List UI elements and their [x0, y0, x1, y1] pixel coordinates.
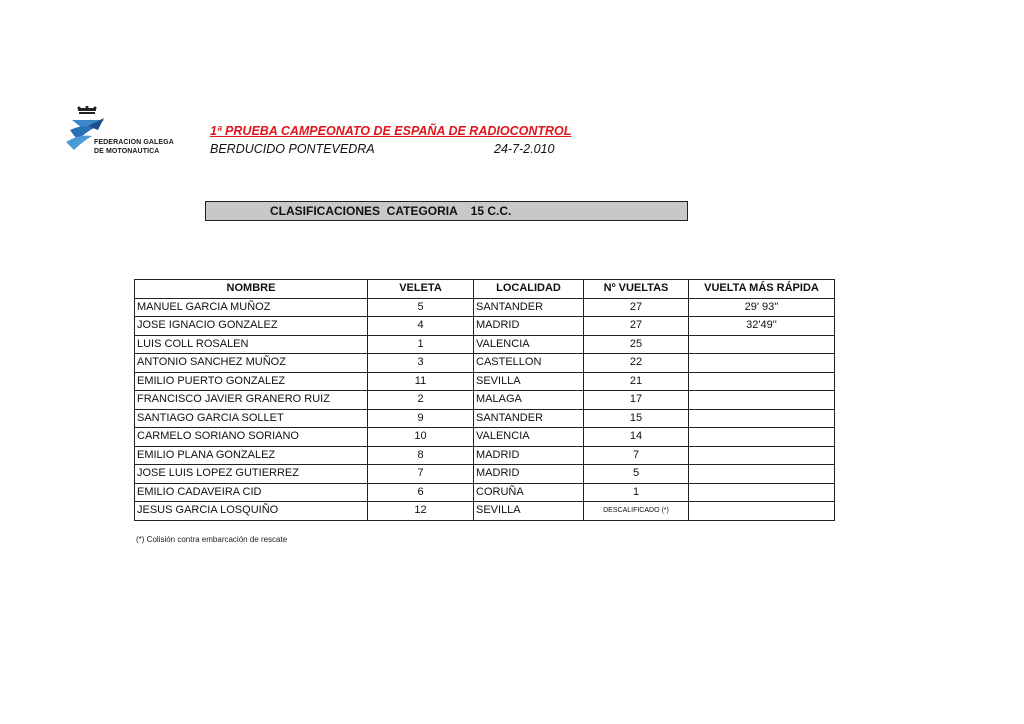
- event-place: BERDUCIDO PONTEVEDRA: [210, 142, 375, 156]
- cell-vuelta-rapida: [689, 372, 835, 391]
- table-row: [135, 465, 835, 484]
- cell-nombre: LUIS COLL ROSALEN: [135, 335, 368, 354]
- cell-vueltas: 21: [584, 372, 689, 391]
- cell-vueltas: DESCALIFICADO (*): [584, 502, 689, 521]
- cell-localidad: MALAGA: [474, 391, 584, 410]
- cell-nombre: EMILIO PLANA GONZALEZ: [135, 446, 368, 465]
- cell-nombre: JOSE LUIS LOPEZ GUTIERREZ: [135, 465, 368, 484]
- cell-localidad: SEVILLA: [474, 372, 584, 391]
- cell-veleta: 6: [368, 483, 474, 502]
- category-banner: [205, 201, 688, 221]
- cell-localidad: MADRID: [474, 465, 584, 484]
- cell-veleta: 9: [368, 409, 474, 428]
- cell-vuelta-rapida: [689, 502, 835, 521]
- cell-nombre: MANUEL GARCIA MUÑOZ: [135, 298, 368, 317]
- cell-veleta: 7: [368, 465, 474, 484]
- cell-localidad: CASTELLON: [474, 354, 584, 373]
- cell-localidad: MADRID: [474, 446, 584, 465]
- header-vuelta-rapida: VUELTA MÁS RÁPIDA: [689, 280, 835, 299]
- header-vueltas: Nº VUELTAS: [584, 280, 689, 299]
- cell-localidad: SANTANDER: [474, 298, 584, 317]
- table-row: [135, 446, 835, 465]
- cell-vueltas: 22: [584, 354, 689, 373]
- cell-localidad: CORUÑA: [474, 483, 584, 502]
- header-localidad: LOCALIDAD: [474, 280, 584, 299]
- cell-localidad: MADRID: [474, 317, 584, 336]
- page-title: 1ª PRUEBA CAMPEONATO DE ESPAÑA DE RADIOCONTROL: [210, 124, 572, 138]
- table-header-row: [135, 280, 835, 299]
- table-row: [135, 409, 835, 428]
- cell-nombre: SANTIAGO GARCIA SOLLET: [135, 409, 368, 428]
- cell-nombre: FRANCISCO JAVIER GRANERO RUIZ: [135, 391, 368, 410]
- cell-veleta: 10: [368, 428, 474, 447]
- cell-veleta: 5: [368, 298, 474, 317]
- cell-vuelta-rapida: [689, 409, 835, 428]
- logo-line-1: FEDERACION GALEGA: [94, 139, 174, 146]
- cell-nombre: JESUS GARCIA LOSQUIÑO: [135, 502, 368, 521]
- cell-localidad: SANTANDER: [474, 409, 584, 428]
- cell-vuelta-rapida: [689, 465, 835, 484]
- event-date: 24-7-2.010: [494, 142, 555, 156]
- cell-veleta: 2: [368, 391, 474, 410]
- logo-line-2: DE MOTONAUTICA: [94, 148, 160, 155]
- table-row: [135, 483, 835, 502]
- table-row: [135, 317, 835, 336]
- cell-vueltas: 25: [584, 335, 689, 354]
- cell-veleta: 1: [368, 335, 474, 354]
- cell-vueltas: 27: [584, 298, 689, 317]
- cell-vuelta-rapida: 29' 93'': [689, 298, 835, 317]
- cell-localidad: SEVILLA: [474, 502, 584, 521]
- federation-logo: [64, 106, 188, 164]
- cell-localidad: VALENCIA: [474, 428, 584, 447]
- footnote: (*) Colisión contra embarcación de rescate: [136, 535, 288, 544]
- cell-nombre: CARMELO SORIANO SORIANO: [135, 428, 368, 447]
- cell-nombre: EMILIO CADAVEIRA CID: [135, 483, 368, 502]
- cell-veleta: 3: [368, 354, 474, 373]
- cell-veleta: 8: [368, 446, 474, 465]
- cell-vuelta-rapida: [689, 354, 835, 373]
- table-row: [135, 372, 835, 391]
- table-row: [135, 428, 835, 447]
- cell-vueltas: 15: [584, 409, 689, 428]
- cell-vueltas: 14: [584, 428, 689, 447]
- cell-vueltas: 5: [584, 465, 689, 484]
- header-nombre: NOMBRE: [135, 280, 368, 299]
- table-row: [135, 335, 835, 354]
- cell-nombre: JOSE IGNACIO GONZALEZ: [135, 317, 368, 336]
- results-table: [134, 279, 835, 521]
- cell-vueltas: 1: [584, 483, 689, 502]
- cell-vuelta-rapida: [689, 335, 835, 354]
- table-row: [135, 502, 835, 521]
- cell-veleta: 12: [368, 502, 474, 521]
- cell-vuelta-rapida: [689, 391, 835, 410]
- cell-veleta: 11: [368, 372, 474, 391]
- cell-vueltas: 27: [584, 317, 689, 336]
- cell-vueltas: 7: [584, 446, 689, 465]
- cell-nombre: ANTONIO SANCHEZ MUÑOZ: [135, 354, 368, 373]
- cell-veleta: 4: [368, 317, 474, 336]
- cell-vuelta-rapida: [689, 428, 835, 447]
- cell-vuelta-rapida: [689, 483, 835, 502]
- cell-nombre: EMILIO PUERTO GONZALEZ: [135, 372, 368, 391]
- table-row: [135, 354, 835, 373]
- category-label: CLASIFICACIONES CATEGORIA 15 C.C.: [270, 204, 512, 218]
- cell-vuelta-rapida: 32'49'': [689, 317, 835, 336]
- header-veleta: VELETA: [368, 280, 474, 299]
- cell-vueltas: 17: [584, 391, 689, 410]
- table-row: [135, 391, 835, 410]
- cell-vuelta-rapida: [689, 446, 835, 465]
- cell-localidad: VALENCIA: [474, 335, 584, 354]
- table-row: [135, 298, 835, 317]
